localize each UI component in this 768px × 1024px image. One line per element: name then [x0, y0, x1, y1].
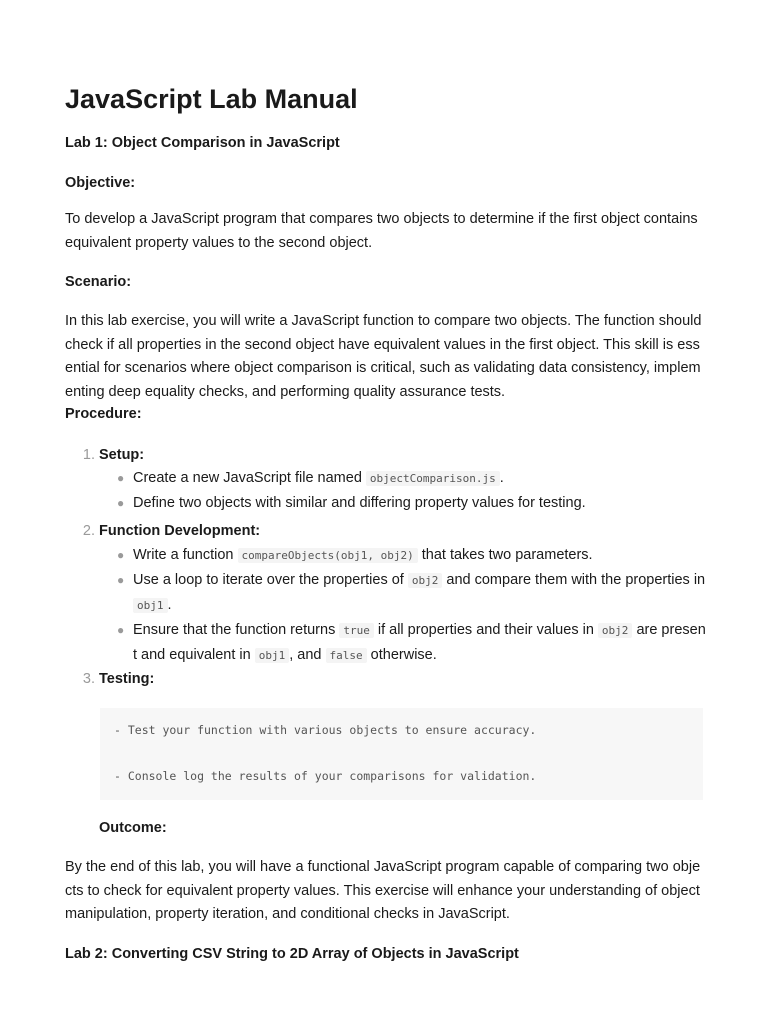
objective-heading: Objective:: [65, 175, 136, 191]
bullet-icon: ●: [117, 496, 125, 510]
scenario-heading: Scenario:: [65, 274, 132, 290]
lab1-heading: Lab 1: Object Comparison in JavaScript: [65, 135, 340, 151]
bullet-icon: ●: [117, 573, 125, 587]
list-item: Create a new JavaScript file named objectComparison.js .: [133, 470, 504, 486]
list-item: Use a loop to iterate over the properties of obj2 and compare them with the properties in obj1 .: [133, 572, 706, 613]
step-number: 3.: [82, 671, 95, 687]
list-item: Ensure that the function returns true if all properties and their values in obj2 are present and equivalent in obj1 , and false otherwise.: [133, 622, 706, 663]
outcome-text: By the end of this lab, you will have a functional JavaScript program capable of comparing two objects to check for equivalent property values. This exercise will enhance your understanding of object manipulation, property iteration, and conditional checks in JavaScript.: [65, 859, 701, 922]
step-number: 2.: [82, 523, 95, 539]
inline-code: false: [326, 648, 367, 663]
list-item: Write a function compareObjects(obj1, obj2) that takes two parameters.: [133, 547, 593, 563]
bullet-icon: ●: [117, 623, 125, 637]
bullet-icon: ●: [117, 548, 125, 562]
scenario-text: In this lab exercise, you will write a JavaScript function to compare two objects. The function should check if all properties in the second object have equivalent values in the first object. This skill is essential for scenarios where object comparison is critical, such as validating data consistency, implementing deep equality checks, and performing quality assurance tests.: [65, 313, 702, 400]
inline-code: true: [339, 623, 374, 638]
inline-code: obj2: [598, 623, 633, 638]
step-label: Function Development:: [99, 523, 261, 539]
inline-code: obj1: [133, 598, 168, 613]
bullet-icon: ●: [117, 471, 125, 485]
step-label: Setup:: [99, 447, 145, 463]
procedure-heading: Procedure:: [65, 406, 142, 422]
inline-code: compareObjects(obj1, obj2): [238, 548, 418, 563]
step-number: 1.: [82, 447, 95, 463]
objective-text: To develop a JavaScript program that compares two objects to determine if the first object contains equivalent property values to the second object.: [65, 211, 698, 251]
outcome-heading: Outcome:: [99, 820, 167, 836]
lab2-heading: Lab 2: Converting CSV String to 2D Array of Objects in JavaScript: [65, 946, 519, 962]
inline-code: objectComparison.js: [366, 471, 500, 486]
step-label: Testing:: [99, 671, 155, 687]
document-title: JavaScript Lab Manual: [65, 84, 358, 114]
inline-code: obj1: [255, 648, 290, 663]
code-line: - Test your function with various objects to ensure accuracy.: [114, 723, 537, 737]
list-item: Define two objects with similar and differing property values for testing.: [133, 495, 586, 511]
code-line: - Console log the results of your comparisons for validation.: [114, 769, 537, 783]
code-block: [100, 708, 703, 800]
inline-code: obj2: [408, 573, 443, 588]
